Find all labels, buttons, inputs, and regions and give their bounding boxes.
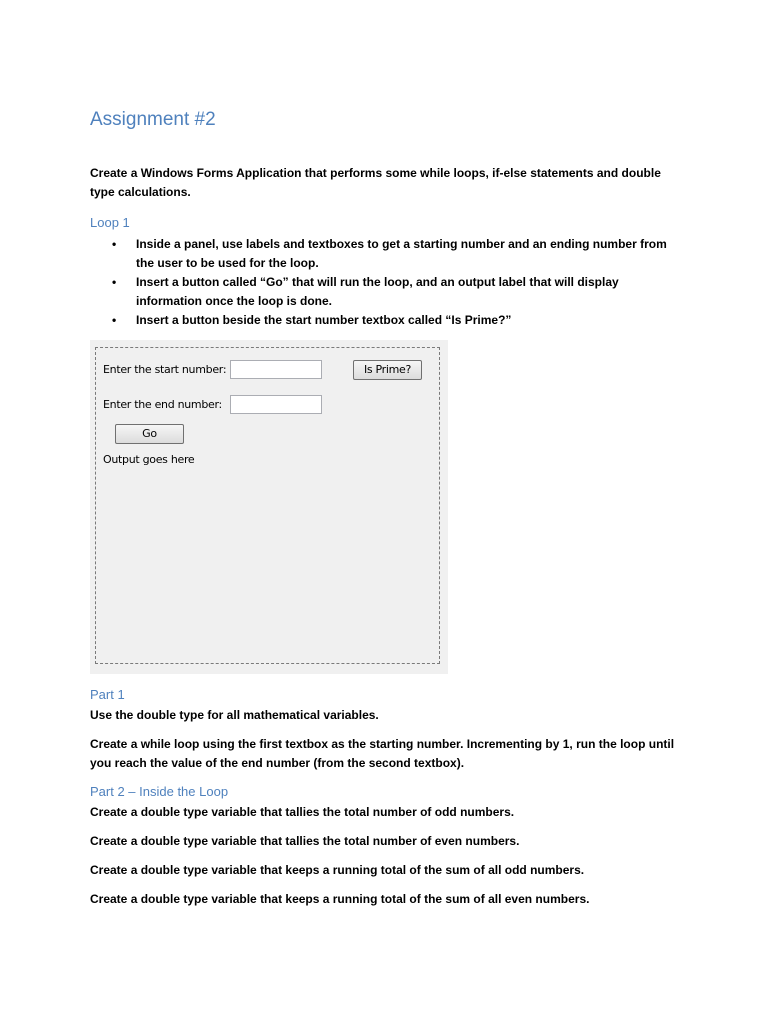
go-button[interactable]: Go	[115, 424, 184, 444]
start-number-input[interactable]	[230, 360, 322, 379]
end-number-label: Enter the end number:	[103, 398, 222, 411]
is-prime-button[interactable]: Is Prime?	[353, 360, 422, 380]
part2-paragraph-1: Create a double type variable that tallies the total number of odd numbers.	[90, 805, 515, 819]
bullet-icon: •	[112, 237, 117, 251]
bullet-icon: •	[112, 313, 117, 327]
output-label: Output goes here	[103, 453, 195, 466]
part1-paragraph-2: Create a while loop using the first textbox as the starting number. Incrementing by 1, run the loop until you reach the value of the end number (from the second textbox).	[90, 737, 675, 770]
page-title: Assignment #2	[90, 109, 216, 130]
part1-heading: Part 1	[90, 687, 125, 702]
part2-paragraph-3: Create a double type variable that keeps a running total of the sum of all odd numbers.	[90, 863, 585, 877]
intro-paragraph: Create a Windows Forms Application that performs some while loops, if-else statements and double type calculations.	[90, 166, 661, 199]
bullet-icon: •	[112, 275, 117, 289]
list-item: • Insert a button called “Go” that will run the loop, and an output label that will display information once the loop is done.	[112, 275, 619, 308]
start-number-label: Enter the start number:	[103, 363, 227, 376]
list-item: • Insert a button beside the start number textbox called “Is Prime?”	[90, 311, 670, 330]
input-panel	[95, 347, 440, 664]
loop1-heading: Loop 1	[90, 215, 130, 230]
part2-heading: Part 2 – Inside the Loop	[90, 784, 229, 799]
part1-paragraph-1: Use the double type for all mathematical variables.	[90, 708, 379, 722]
end-number-input[interactable]	[230, 395, 322, 414]
part2-paragraph-4: Create a double type variable that keeps a running total of the sum of all even numbers.	[90, 892, 590, 906]
loop1-bullet-list	[90, 235, 670, 330]
form-screenshot	[90, 340, 448, 674]
list-item: • Inside a panel, use labels and textboxes to get a starting number and an ending number from the user to be used for the loop.	[112, 237, 667, 270]
part2-paragraph-2: Create a double type variable that tallies the total number of even numbers.	[90, 834, 520, 848]
